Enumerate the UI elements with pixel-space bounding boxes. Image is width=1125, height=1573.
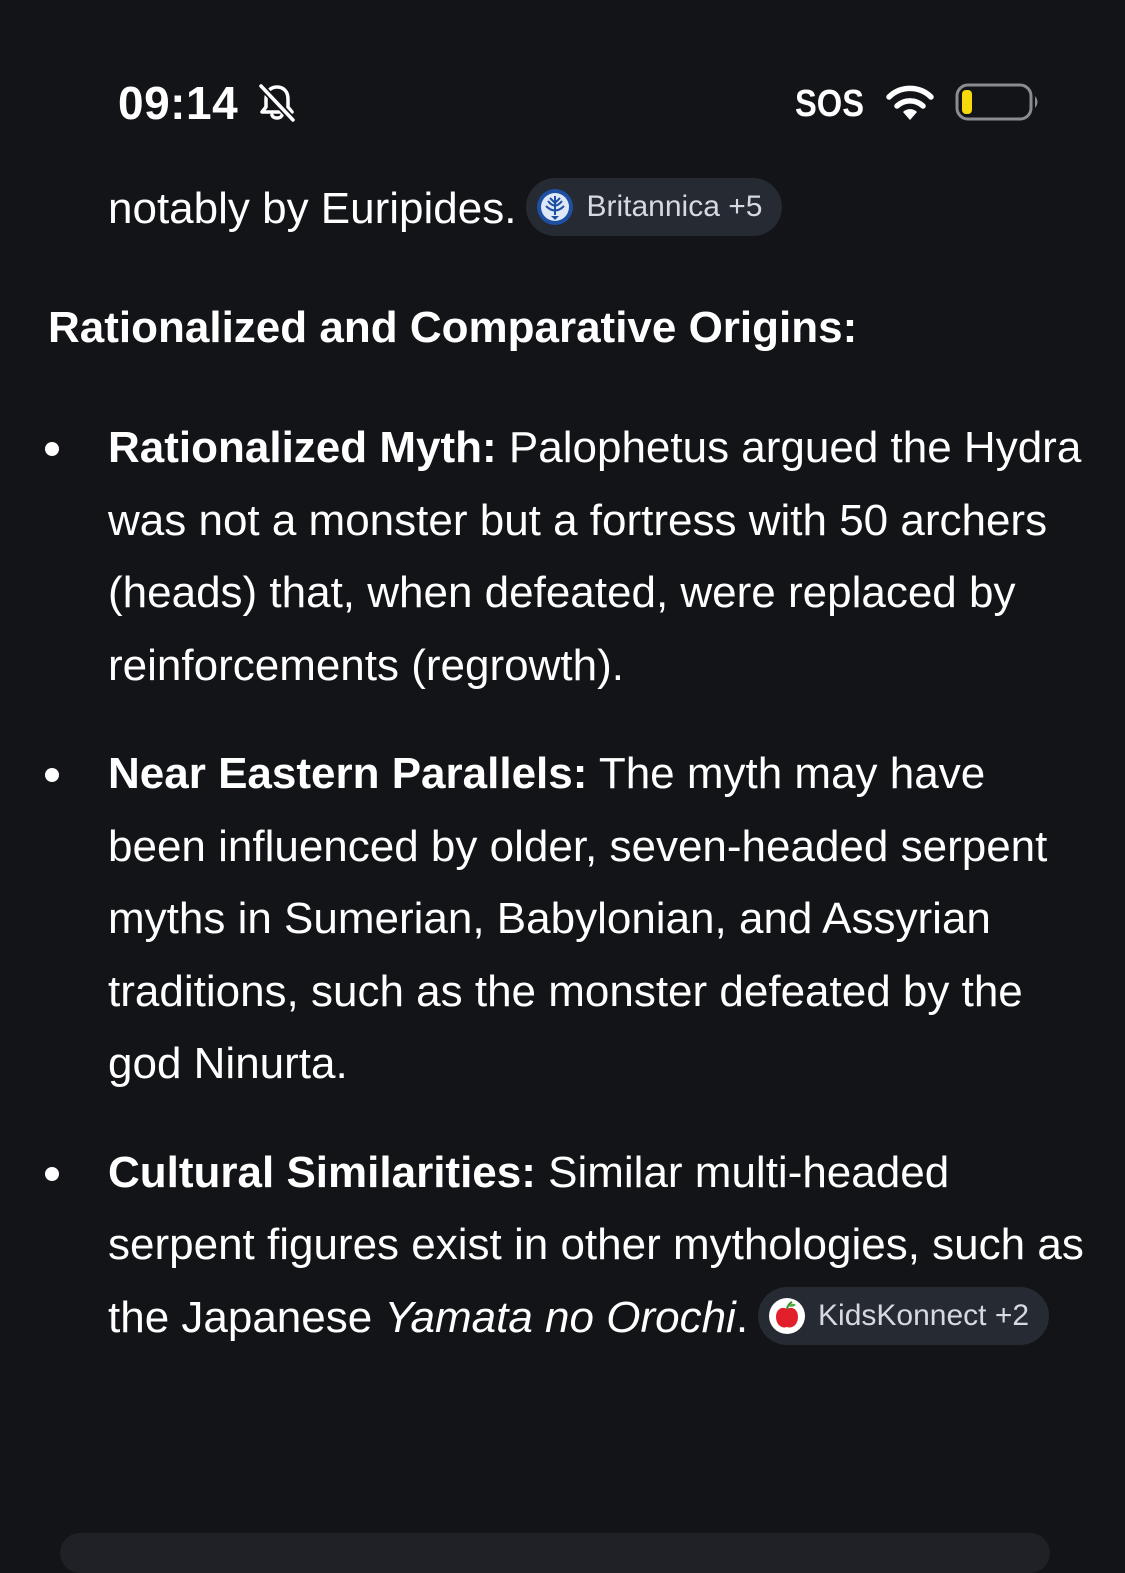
bullet-text: The myth may have been influenced by older, seven-headed serpent myths in Sumerian, Babylonian, and Assyrian traditions, such as the monster defeated by the god Ninurta. bbox=[108, 749, 1048, 1088]
sos-indicator: SOS bbox=[795, 83, 865, 125]
battery-low-icon bbox=[955, 82, 1041, 122]
lead-paragraph bbox=[108, 180, 782, 240]
section-heading: Rationalized and Comparative Origins: bbox=[48, 303, 858, 352]
bullet-dot bbox=[45, 1167, 59, 1181]
bullet-text: Similar multi-headed serpent figures exist in other mythologies, such as the Japanese bbox=[108, 1147, 1084, 1342]
bullet-item-rationalized-myth bbox=[0, 412, 1125, 702]
wifi-icon bbox=[884, 82, 936, 124]
bullet-item-cultural-similarities bbox=[0, 1137, 1125, 1355]
bullet-emphasis: Yamata no Orochi bbox=[384, 1292, 736, 1342]
bullet-tail: . bbox=[735, 1292, 749, 1342]
bullet-item-near-eastern-parallels bbox=[0, 738, 1125, 1101]
battery-level-fill bbox=[962, 90, 972, 114]
status-bar bbox=[0, 0, 1125, 150]
bell-slash-icon bbox=[256, 82, 298, 124]
bottom-input-bar[interactable] bbox=[60, 1533, 1050, 1573]
status-time: 09:14 bbox=[118, 77, 239, 129]
apple-icon bbox=[768, 1297, 806, 1335]
bullet-list bbox=[0, 412, 1125, 1390]
lead-text: notably by Euripides. bbox=[108, 184, 517, 233]
bullet-dot bbox=[45, 442, 59, 456]
source-chip-label: Britannica +5 bbox=[586, 190, 763, 224]
bullet-term: Rationalized Myth: bbox=[108, 423, 497, 472]
source-chip-label: KidsKonnect +2 bbox=[818, 1298, 1030, 1332]
source-chip-kidskonnect[interactable] bbox=[758, 1287, 1049, 1345]
bullet-text: Palophetus argued the Hydra was not a monster but a fortress with 50 archers (heads) that, when defeated, were replaced by reinforcements (regrowth). bbox=[108, 423, 1082, 690]
bullet-dot bbox=[45, 768, 59, 782]
bullet-term: Near Eastern Parallels: bbox=[108, 749, 588, 798]
source-chip-britannica[interactable] bbox=[526, 178, 782, 236]
bullet-term: Cultural Similarities: bbox=[108, 1147, 536, 1197]
britannica-thistle-icon bbox=[536, 188, 574, 226]
